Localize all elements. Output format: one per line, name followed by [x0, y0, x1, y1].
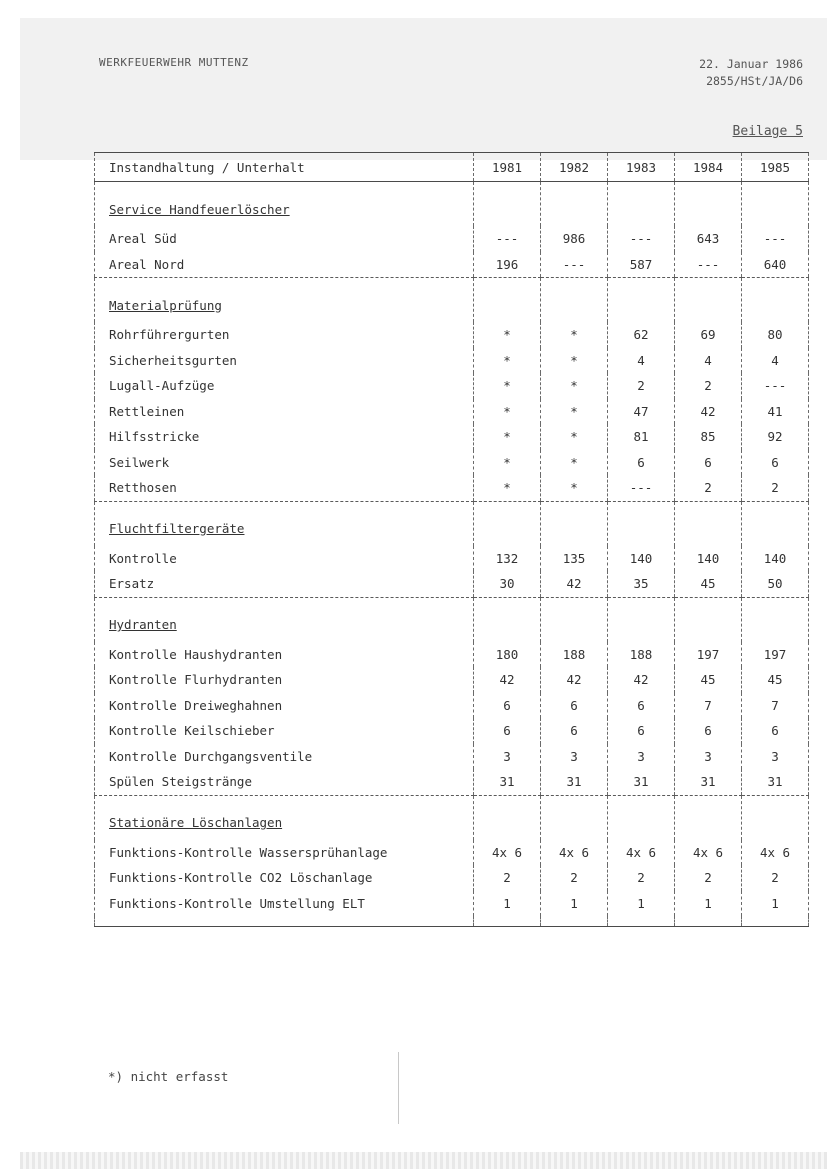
value-cell: 197: [742, 642, 809, 668]
empty-cell: [675, 597, 742, 642]
value-cell: *: [474, 399, 541, 425]
value-cell: *: [474, 475, 541, 501]
table-row: [95, 693, 809, 719]
value-cell: 47: [608, 399, 675, 425]
value-cell: 45: [742, 667, 809, 693]
empty-cell: [675, 795, 742, 840]
value-cell: 6: [608, 450, 675, 476]
table-header-row: [95, 153, 809, 182]
value-cell: 6: [474, 693, 541, 719]
value-cell: 31: [541, 769, 608, 795]
organization-name: WERKFEUERWEHR MUTTENZ: [99, 56, 249, 69]
footnote: *) nicht erfasst: [108, 1069, 229, 1084]
value-cell: *: [541, 373, 608, 399]
value-cell: 35: [608, 571, 675, 597]
value-cell: ---: [474, 226, 541, 252]
value-cell: 42: [541, 667, 608, 693]
value-cell: 643: [675, 226, 742, 252]
value-cell: 42: [541, 571, 608, 597]
empty-cell: [742, 182, 809, 227]
empty-cell: [541, 597, 608, 642]
empty-cell: [474, 597, 541, 642]
empty-cell: [675, 182, 742, 227]
row-label: Ersatz: [95, 571, 474, 597]
section-heading-row: [95, 597, 809, 642]
value-cell: 42: [474, 667, 541, 693]
value-cell: ---: [742, 226, 809, 252]
value-cell: 640: [742, 252, 809, 278]
value-cell: 1: [742, 891, 809, 917]
year-header: 1985: [742, 153, 809, 182]
empty-cell: [742, 278, 809, 323]
separator-cell: [95, 916, 474, 927]
separator-cell: [541, 916, 608, 927]
table-body: [95, 182, 809, 927]
value-cell: *: [541, 322, 608, 348]
value-cell: 1: [608, 891, 675, 917]
empty-cell: [474, 182, 541, 227]
table-row: [95, 450, 809, 476]
value-cell: 4x 6: [474, 840, 541, 866]
row-label: Kontrolle Haushydranten: [95, 642, 474, 668]
value-cell: *: [474, 348, 541, 374]
table-row: [95, 322, 809, 348]
value-cell: 7: [742, 693, 809, 719]
section-heading-row: [95, 501, 809, 546]
value-cell: 2: [675, 865, 742, 891]
section-heading: Service Handfeuerlöscher: [95, 182, 474, 227]
separator-cell: [474, 916, 541, 927]
value-cell: *: [541, 399, 608, 425]
empty-cell: [608, 597, 675, 642]
value-cell: 2: [541, 865, 608, 891]
section-heading-row: [95, 795, 809, 840]
value-cell: *: [474, 424, 541, 450]
value-cell: ---: [608, 226, 675, 252]
section-heading: Stationäre Löschanlagen: [95, 795, 474, 840]
section-heading-row: [95, 182, 809, 227]
table-row: [95, 642, 809, 668]
value-cell: 92: [742, 424, 809, 450]
value-cell: ---: [541, 252, 608, 278]
value-cell: 6: [742, 718, 809, 744]
value-cell: 6: [608, 693, 675, 719]
row-label: Retthosen: [95, 475, 474, 501]
row-label: Spülen Steigstränge: [95, 769, 474, 795]
empty-cell: [742, 795, 809, 840]
row-label: Kontrolle: [95, 546, 474, 572]
year-header: 1981: [474, 153, 541, 182]
value-cell: 2: [675, 373, 742, 399]
table-row: [95, 226, 809, 252]
value-cell: 140: [675, 546, 742, 572]
table-row: [95, 744, 809, 770]
value-cell: 3: [742, 744, 809, 770]
value-cell: 7: [675, 693, 742, 719]
value-cell: 2: [742, 475, 809, 501]
value-cell: 4: [675, 348, 742, 374]
value-cell: 45: [675, 667, 742, 693]
value-cell: 6: [742, 450, 809, 476]
section-heading-row: [95, 278, 809, 323]
empty-cell: [541, 182, 608, 227]
table-row: [95, 865, 809, 891]
value-cell: ---: [742, 373, 809, 399]
value-cell: 986: [541, 226, 608, 252]
table-title: Instandhaltung / Unterhalt: [95, 153, 474, 182]
table-row: [95, 667, 809, 693]
year-header: 1984: [675, 153, 742, 182]
section-separator: [95, 916, 809, 927]
value-cell: 1: [474, 891, 541, 917]
empty-cell: [608, 795, 675, 840]
value-cell: 69: [675, 322, 742, 348]
row-label: Areal Süd: [95, 226, 474, 252]
value-cell: 4x 6: [742, 840, 809, 866]
value-cell: *: [541, 475, 608, 501]
empty-cell: [474, 501, 541, 546]
value-cell: 3: [474, 744, 541, 770]
value-cell: 4x 6: [608, 840, 675, 866]
value-cell: ---: [608, 475, 675, 501]
value-cell: 2: [608, 865, 675, 891]
value-cell: 140: [608, 546, 675, 572]
empty-cell: [541, 278, 608, 323]
row-label: Rettleinen: [95, 399, 474, 425]
value-cell: 4x 6: [675, 840, 742, 866]
section-heading: Fluchtfiltergeräte: [95, 501, 474, 546]
value-cell: 6: [541, 693, 608, 719]
value-cell: 3: [675, 744, 742, 770]
year-header: 1982: [541, 153, 608, 182]
value-cell: 42: [608, 667, 675, 693]
value-cell: 3: [608, 744, 675, 770]
value-cell: 6: [474, 718, 541, 744]
row-label: Hilfsstricke: [95, 424, 474, 450]
value-cell: 6: [608, 718, 675, 744]
table-row: [95, 769, 809, 795]
value-cell: *: [474, 322, 541, 348]
value-cell: 41: [742, 399, 809, 425]
value-cell: 31: [675, 769, 742, 795]
row-label: Kontrolle Dreiweghahnen: [95, 693, 474, 719]
separator-cell: [608, 916, 675, 927]
empty-cell: [742, 501, 809, 546]
empty-cell: [675, 501, 742, 546]
value-cell: 4x 6: [541, 840, 608, 866]
value-cell: 31: [474, 769, 541, 795]
row-label: Funktions-Kontrolle Wassersprühanlage: [95, 840, 474, 866]
row-label: Sicherheitsgurten: [95, 348, 474, 374]
value-cell: 135: [541, 546, 608, 572]
value-cell: 1: [541, 891, 608, 917]
value-cell: 31: [608, 769, 675, 795]
document-reference: 2855/HSt/JA/D6: [706, 74, 803, 88]
table-row: [95, 475, 809, 501]
value-cell: 3: [541, 744, 608, 770]
value-cell: 42: [675, 399, 742, 425]
row-label: Seilwerk: [95, 450, 474, 476]
value-cell: 6: [675, 450, 742, 476]
row-label: Funktions-Kontrolle CO2 Löschanlage: [95, 865, 474, 891]
row-label: Kontrolle Flurhydranten: [95, 667, 474, 693]
row-label: Kontrolle Keilschieber: [95, 718, 474, 744]
table-row: [95, 891, 809, 917]
value-cell: 2: [742, 865, 809, 891]
value-cell: 180: [474, 642, 541, 668]
value-cell: 196: [474, 252, 541, 278]
empty-cell: [608, 501, 675, 546]
value-cell: 50: [742, 571, 809, 597]
empty-cell: [541, 501, 608, 546]
maintenance-table: [94, 152, 809, 927]
value-cell: 197: [675, 642, 742, 668]
empty-cell: [675, 278, 742, 323]
table-row: [95, 718, 809, 744]
separator-cell: [742, 916, 809, 927]
table-row: [95, 571, 809, 597]
value-cell: *: [474, 373, 541, 399]
value-cell: 2: [474, 865, 541, 891]
value-cell: ---: [675, 252, 742, 278]
value-cell: 1: [675, 891, 742, 917]
table-row: [95, 546, 809, 572]
year-header: 1983: [608, 153, 675, 182]
value-cell: 6: [675, 718, 742, 744]
value-cell: 587: [608, 252, 675, 278]
section-heading: Materialprüfung: [95, 278, 474, 323]
row-label: Areal Nord: [95, 252, 474, 278]
value-cell: 140: [742, 546, 809, 572]
attachment-label: Beilage 5: [732, 124, 803, 139]
row-label: Funktions-Kontrolle Umstellung ELT: [95, 891, 474, 917]
value-cell: 30: [474, 571, 541, 597]
value-cell: 6: [541, 718, 608, 744]
value-cell: 4: [742, 348, 809, 374]
value-cell: 80: [742, 322, 809, 348]
table-row: [95, 399, 809, 425]
value-cell: 31: [742, 769, 809, 795]
value-cell: 4: [608, 348, 675, 374]
empty-cell: [742, 597, 809, 642]
table-row: [95, 252, 809, 278]
empty-cell: [541, 795, 608, 840]
scan-artifact: [398, 1052, 399, 1124]
table-row: [95, 348, 809, 374]
separator-cell: [675, 916, 742, 927]
section-heading: Hydranten: [95, 597, 474, 642]
document-date: 22. Januar 1986: [699, 57, 803, 71]
value-cell: *: [541, 424, 608, 450]
value-cell: 85: [675, 424, 742, 450]
scan-bottom-strip: [20, 1152, 827, 1169]
value-cell: 62: [608, 322, 675, 348]
row-label: Kontrolle Durchgangsventile: [95, 744, 474, 770]
value-cell: *: [541, 450, 608, 476]
table-row: [95, 424, 809, 450]
value-cell: 45: [675, 571, 742, 597]
empty-cell: [608, 278, 675, 323]
document-meta: [699, 56, 803, 90]
value-cell: 2: [675, 475, 742, 501]
value-cell: 81: [608, 424, 675, 450]
empty-cell: [474, 795, 541, 840]
value-cell: *: [474, 450, 541, 476]
empty-cell: [474, 278, 541, 323]
value-cell: 132: [474, 546, 541, 572]
value-cell: *: [541, 348, 608, 374]
row-label: Lugall-Aufzüge: [95, 373, 474, 399]
row-label: Rohrführergurten: [95, 322, 474, 348]
table-row: [95, 840, 809, 866]
value-cell: 2: [608, 373, 675, 399]
value-cell: 188: [541, 642, 608, 668]
value-cell: 188: [608, 642, 675, 668]
table-row: [95, 373, 809, 399]
empty-cell: [608, 182, 675, 227]
